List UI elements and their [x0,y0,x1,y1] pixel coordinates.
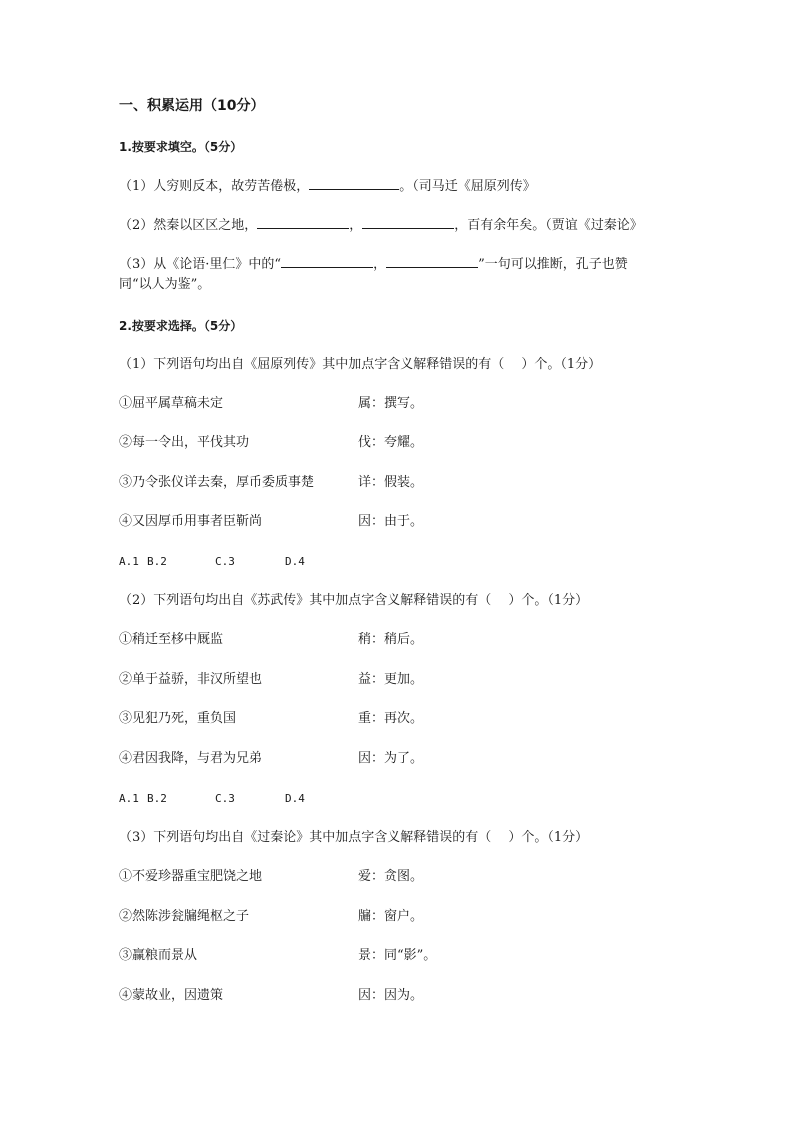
gloss: 景：同“影”。 [358,948,437,963]
gloss: 牖：窗户。 [358,909,424,924]
gloss: 稍：稍后。 [358,632,424,647]
sentence: ④蒙故业，因遗策 [119,988,224,1003]
gloss: 详：假装。 [358,475,424,490]
choice-d[interactable]: D.4 [285,792,305,805]
answer-blank[interactable] [257,216,349,229]
sentence: ③赢粮而景从 [119,948,198,963]
gloss: 因：由于。 [358,514,424,529]
answer-blank[interactable] [386,255,478,268]
answer-blank[interactable] [309,177,399,190]
gloss: 爱：贪图。 [358,869,424,884]
answer-choices [119,554,305,570]
gloss: 伐：夸耀。 [358,435,424,450]
fill-item-1-prefix: （1）人穷则反本，故劳苦倦极， [119,179,310,194]
question-stem: （1）下列语句均出自《屈原列传》其中加点字含义解释错误的有（ ）个。（1分） [119,357,602,372]
question-stem: （3）下列语句均出自《过秦论》其中加点字含义解释错误的有（ ）个。（1分） [119,830,589,845]
sentence: ④君因我降，与君为兄弟 [119,751,263,766]
choice-a[interactable]: A.1 [119,792,139,805]
choice-a[interactable]: A.1 [119,555,139,568]
gloss: 因：因为。 [358,988,424,1003]
fill-item-3-mid: ， [373,257,387,272]
sentence: ①稍迁至栘中厩监 [119,632,224,647]
sentence: ①不爱珍器重宝肥饶之地 [119,869,263,884]
choice-c[interactable]: C.3 [215,555,235,568]
choice-d[interactable]: D.4 [285,555,305,568]
fill-item-2-suffix: ，百有余年矣。（贾谊《过秦论》 [454,218,643,233]
sentence: ④又因厚币用事者臣靳尚 [119,514,263,529]
fill-item-2-mid: ， [349,218,363,233]
sentence: ③见犯乃死，重负国 [119,711,237,726]
question-stem: （2）下列语句均出自《苏武传》其中加点字含义解释错误的有（ ）个。（1分） [119,593,589,608]
answer-blank[interactable] [362,216,454,229]
gloss: 重：再次。 [358,711,424,726]
question-2-title: 2.按要求选择。（5分） [119,319,243,333]
fill-item-3-prefix: （3）从《论语·里仁》中的“ [119,257,282,272]
section-title: 一、积累运用（10分） [119,98,265,114]
answer-blank[interactable] [281,255,373,268]
fill-item-1 [119,177,536,196]
sentence: ②然陈涉瓮牖绳枢之子 [119,909,250,924]
question-1-title: 1.按要求填空。（5分） [119,140,243,154]
gloss: 因：为了。 [358,751,424,766]
gloss: 益：更加。 [358,672,424,687]
answer-choices [119,791,305,807]
sentence: ③乃令张仪详去秦，厚币委质事楚 [119,475,315,490]
fill-item-3-suffix: ”一句可以推断，孔子也赞 [478,257,628,272]
fill-item-1-suffix: 。（司马迁《屈原列传》 [399,179,536,194]
sentence: ①屈平属草稿未定 [119,396,224,411]
sentence: ②每一令出，平伐其功 [119,435,250,450]
fill-item-3 [119,255,628,274]
sentence: ②单于益骄，非汉所望也 [119,672,263,687]
fill-item-2-prefix: （2）然秦以区区之地， [119,218,258,233]
fill-item-3-line2: 同“以人为鉴”。 [119,277,211,292]
choice-b[interactable]: B.2 [147,792,167,805]
choice-c[interactable]: C.3 [215,792,235,805]
choice-b[interactable]: B.2 [147,555,167,568]
fill-item-2 [119,216,643,235]
gloss: 属：撰写。 [358,396,424,411]
